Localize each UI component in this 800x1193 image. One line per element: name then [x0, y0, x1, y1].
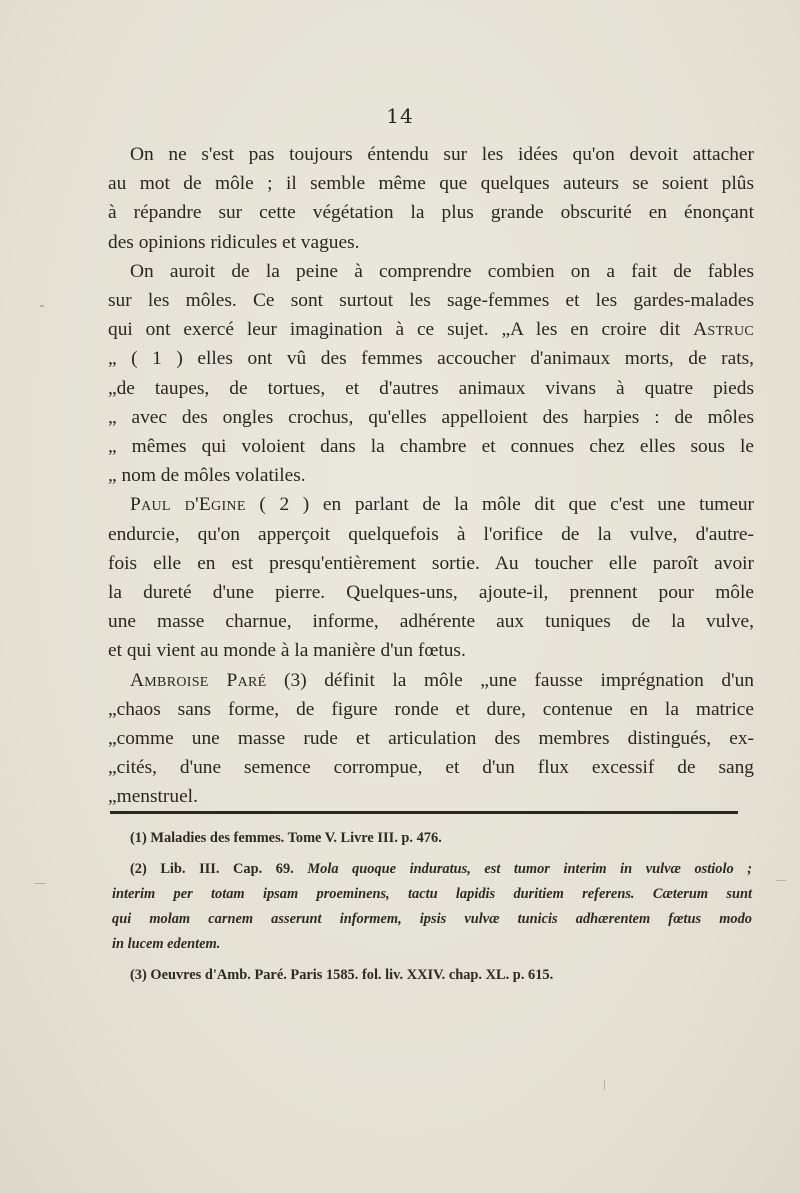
text-line: la dureté d'une pierre. Quelques-uns, ajoute-il, prennent pour môle — [108, 582, 754, 604]
author-name-astruc: Astruc — [693, 319, 754, 341]
text-line: „cités, d'une semence corrompue, et d'un flux excessif de sang — [108, 757, 754, 779]
paper-speck — [34, 883, 46, 884]
text-line-fragment: ( 2 ) en parlant de la môle dit que c'est une tumeur — [259, 494, 755, 516]
text-line: On ne s'est pas toujours éntendu sur les idées qu'on devoit attacher — [130, 144, 754, 165]
footnote-line: (3) Oeuvres d'Amb. Paré. Paris 1585. fol. liv. XXIV. chap. XL. p. 615. — [130, 967, 554, 983]
text-line: à répandre sur cette végétation la plus grande obscurité en énonçant — [108, 202, 754, 224]
text-line: fois elle en est presqu'entièrement sortie. Au toucher elle paroît avoir — [108, 552, 754, 574]
footnote-line: (1) Maladies des femmes. Tome V. Livre III. p. 476. — [130, 830, 442, 846]
footnotes — [112, 826, 752, 988]
footnote-rule — [110, 811, 738, 814]
author-name-ambroise-pare: Ambroise Paré — [130, 669, 267, 691]
text-line: „ avec des ongles crochus, qu'elles appelloient des harpies : de môles — [108, 406, 754, 428]
text-line-fragment: qui ont exercé leur imagination à ce sujet. „A les en croire dit — [108, 319, 681, 341]
paragraph-1 — [108, 140, 754, 257]
text-line: et qui vient au monde à la manière d'un fœtus. — [108, 640, 466, 662]
paragraph-2 — [108, 257, 754, 491]
paper-speck — [604, 1080, 605, 1090]
footnote-2 — [112, 857, 752, 957]
body-text — [108, 140, 754, 812]
text-line: une masse charnue, informe, adhérente aux tuniques de la vulve, — [108, 611, 754, 633]
text-line: des opinions ridicules et vagues. — [108, 231, 360, 253]
paper-speck — [40, 305, 44, 307]
footnote-line: in lucem edentem. — [112, 936, 221, 952]
text-line: endurcie, qu'on apperçoit quelquefois à l'orifice de la vulve, d'autre- — [108, 523, 754, 545]
latin-quote: Mola quoque induratus, est tumor interim in vulvæ ostiolo ; — [307, 861, 752, 877]
footnote-line — [112, 857, 752, 882]
text-line: „chaos sans forme, de figure ronde et dure, contenue en la matrice — [108, 698, 754, 720]
footnote-line: qui molam carnem asserunt informem, ipsis vulvæ tunicis adhærentem fœtus modo — [112, 911, 752, 927]
text-line — [108, 490, 754, 519]
paper-speck — [776, 880, 786, 881]
text-line: „comme une masse rude et articulation des membres distingués, ex- — [108, 728, 754, 750]
text-line: „de taupes, de tortues, et d'autres animaux vivans à quatre pieds — [108, 377, 754, 399]
text-line: „menstruel. — [108, 786, 198, 808]
text-line: On auroit de la peine à comprendre combien on a fait de fables — [130, 260, 754, 282]
text-line: „ nom de môles volatiles. — [108, 465, 306, 487]
text-line: au mot de môle ; il semble même que quelques auteurs se soient plûs — [108, 173, 754, 195]
text-line: „ mêmes qui voloient dans la chambre et connues chez elles sous le — [108, 436, 754, 458]
paragraph-4 — [108, 666, 754, 812]
page-number: 14 — [386, 104, 414, 128]
paragraph-3 — [108, 490, 754, 665]
text-line — [108, 666, 754, 695]
text-line — [108, 315, 754, 344]
text-line: sur les môles. Ce sont surtout les sage-femmes et les gardes-malades — [108, 290, 754, 312]
text-line-fragment: (3) définit la môle „une fausse imprégnation d'un — [284, 669, 754, 691]
footnote-line: interim per totam ipsam proeminens, tactu lapidis duritiem referens. Cæterum sunt — [112, 886, 752, 902]
footnote-1 — [112, 826, 752, 851]
footnote-3 — [112, 963, 752, 988]
author-name-paul-degine: Paul d'Egine — [130, 494, 246, 516]
text-line: „ ( 1 ) elles ont vû des femmes accoucher d'animaux morts, de rats, — [108, 348, 754, 370]
footnote-reference: (2) Lib. III. Cap. 69. — [130, 861, 294, 877]
